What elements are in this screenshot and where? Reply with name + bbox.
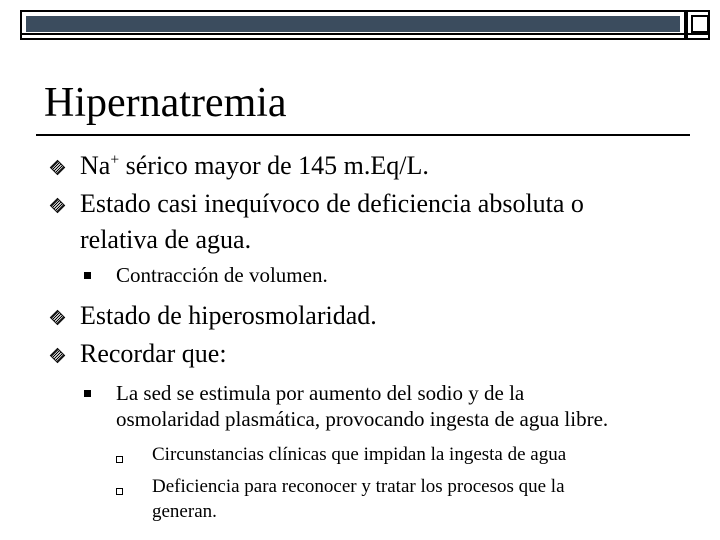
diamond-bullet-icon xyxy=(50,310,66,326)
header-bar-stripe xyxy=(22,33,684,35)
header-decoration xyxy=(20,10,710,40)
bullet-deficiency-line1: Estado casi inequívoco de deficiencia absoluta o xyxy=(80,189,584,218)
bullet-hyperosmolarity: Estado de hiperosmolaridad. xyxy=(80,301,377,330)
diamond-bullet-icon xyxy=(50,198,66,214)
hollow-square-bullet-icon xyxy=(116,488,123,495)
hollow-square-bullet-icon xyxy=(116,456,123,463)
bullet-sodium-symbol: Na xyxy=(80,151,111,180)
bullet-deficiency-line2: relativa de agua. xyxy=(80,225,252,254)
sub-bullet-thirst-line1: La sed se estimula por aumento del sodio y de la xyxy=(116,381,525,405)
sub-bullet-volume: Contracción de volumen. xyxy=(116,263,328,287)
bullet-sodium-superscript: + xyxy=(110,151,120,169)
sub-sub-bullet-recognize-line1: Deficiencia para reconocer y tratar los procesos que la xyxy=(152,476,565,497)
square-bullet-icon xyxy=(84,272,91,279)
header-corner-stripe xyxy=(688,33,708,35)
square-bullet-icon xyxy=(84,390,91,397)
slide-title: Hipernatremia xyxy=(44,80,287,126)
bullet-remember: Recordar que: xyxy=(80,339,227,368)
header-bar-fill xyxy=(26,16,680,32)
bullet-sodium xyxy=(80,150,429,182)
header-corner-box xyxy=(686,10,710,40)
sub-sub-bullet-recognize-line2: generan. xyxy=(152,501,217,522)
diamond-bullet-icon xyxy=(50,348,66,364)
title-underline xyxy=(36,134,690,136)
header-bar xyxy=(20,10,686,40)
header-corner-inner-box xyxy=(691,15,709,33)
bullet-sodium-text: sérico mayor de 145 m.Eq/L. xyxy=(119,151,429,180)
sub-sub-bullet-clinical: Circunstancias clínicas que impidan la ingesta de agua xyxy=(152,444,567,465)
sub-bullet-thirst-line2: osmolaridad plasmática, provocando ingesta de agua libre. xyxy=(116,407,609,431)
diamond-bullet-icon xyxy=(50,160,66,176)
